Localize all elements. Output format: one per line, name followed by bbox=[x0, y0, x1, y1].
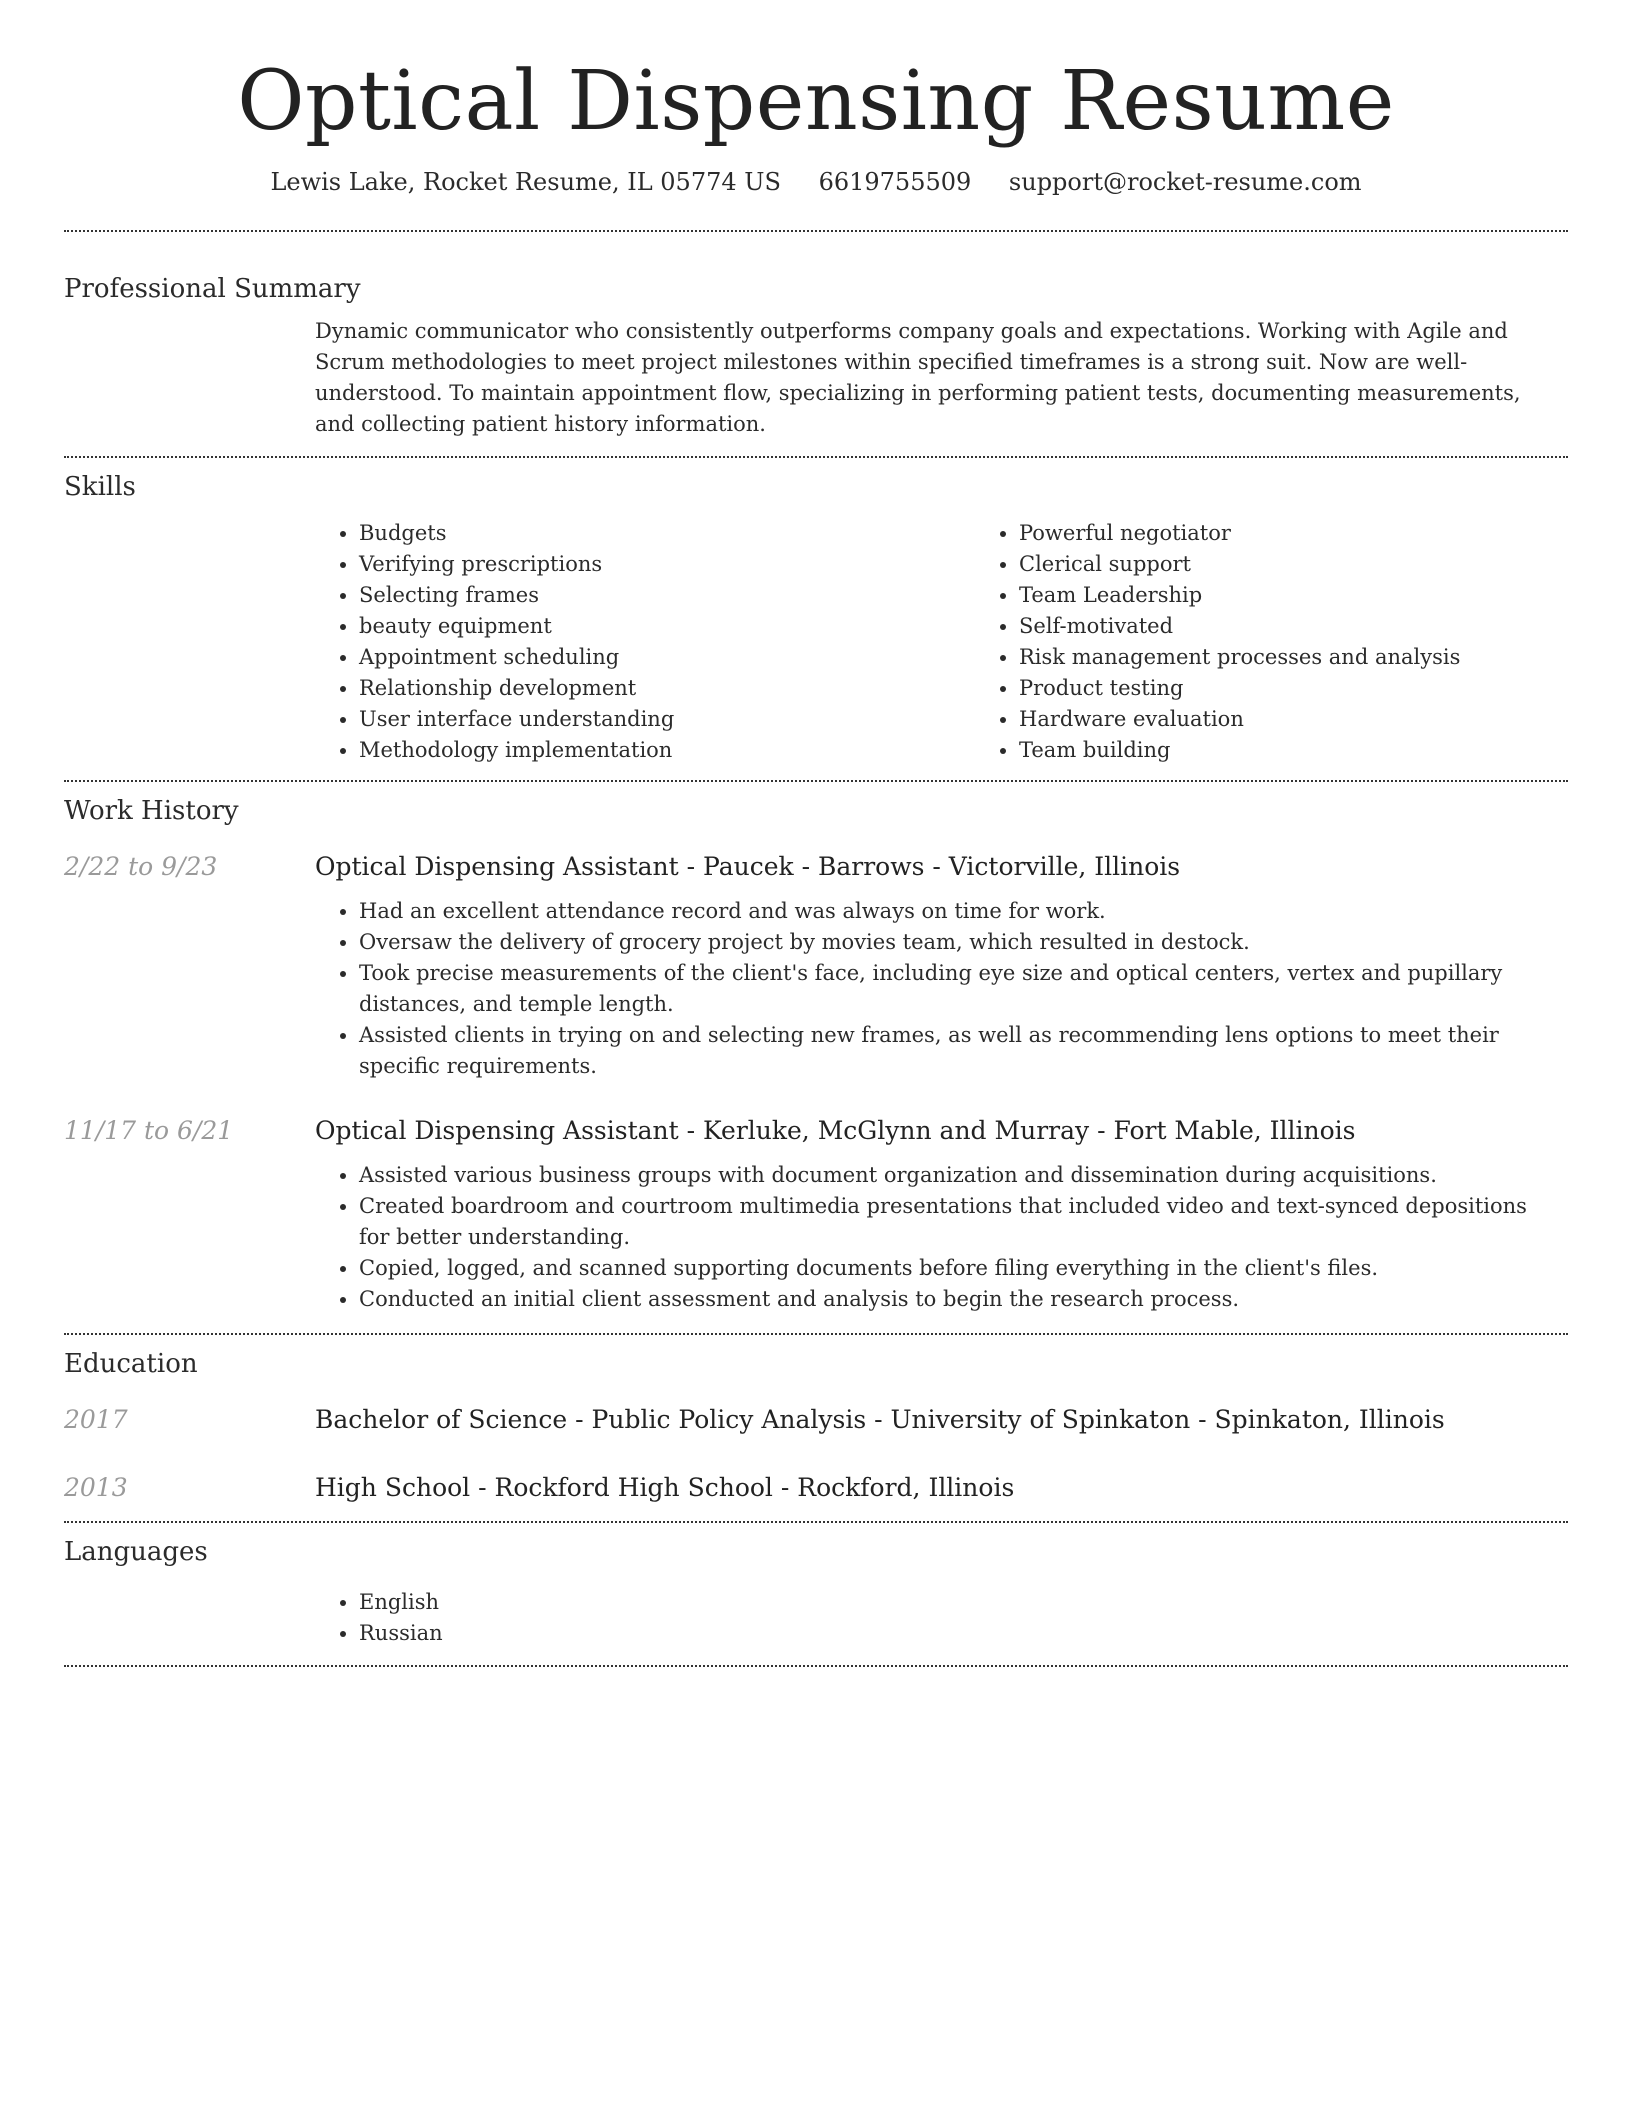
job-bullet: • Took precise measurements of the client's face, including eye size and optical centers, vertex and pupillary distances, and temple length. bbox=[359, 958, 1554, 1020]
job-bullets bbox=[315, 1160, 1554, 1315]
skill-item: • Powerful negotiator bbox=[1019, 518, 1554, 549]
education-entry bbox=[64, 1471, 1568, 1505]
section-divider bbox=[64, 230, 1568, 232]
job-dates: 11/17 to 6/21 bbox=[64, 1116, 234, 1145]
skill-item: • Relationship development bbox=[359, 673, 975, 704]
languages-list bbox=[315, 1587, 1554, 1649]
summary-text: Dynamic communicator who consistently outperforms company goals and expectations. Working with Agile and Scrum methodologies to meet project milestones within specified timeframes is a strong suit. Now are well-understood. To maintain appointment flow, specializing in performing patient tests, documenting measurements, and collecting patient history information. bbox=[315, 319, 1521, 436]
education-year: 2017 bbox=[64, 1405, 128, 1434]
education-year: 2013 bbox=[64, 1473, 128, 1502]
job-bullet: • Assisted various business groups with document organization and dissemination during acquisitions. bbox=[359, 1160, 1554, 1191]
summary-heading: Professional Summary bbox=[64, 274, 361, 304]
education-heading: Education bbox=[64, 1349, 198, 1379]
skill-item: • Clerical support bbox=[1019, 549, 1554, 580]
work-heading: Work History bbox=[64, 796, 239, 826]
language-item: • English bbox=[359, 1587, 1554, 1618]
education-entry bbox=[64, 1403, 1568, 1437]
languages-heading: Languages bbox=[64, 1537, 208, 1567]
skills-list bbox=[315, 518, 1568, 766]
summary-row bbox=[64, 316, 1568, 440]
job-bullet: • Created boardroom and courtroom multimedia presentations that included video and text-synced depositions for better understanding. bbox=[359, 1191, 1554, 1253]
job-bullet: • Conducted an initial client assessment and analysis to begin the research process. bbox=[359, 1284, 1554, 1315]
skill-item: • Risk management processes and analysis bbox=[1019, 642, 1554, 673]
skill-item: • User interface understanding bbox=[359, 704, 975, 735]
contact-line bbox=[64, 166, 1568, 198]
section-divider bbox=[64, 1333, 1568, 1335]
section-divider bbox=[64, 780, 1568, 782]
job-dates: 2/22 to 9/23 bbox=[64, 852, 218, 881]
skill-item: • beauty equipment bbox=[359, 611, 975, 642]
languages-row bbox=[64, 1587, 1568, 1649]
section-divider bbox=[64, 1665, 1568, 1667]
job-title: Optical Dispensing Assistant - Kerluke, McGlynn and Murray - Fort Mable, Illinois bbox=[315, 1116, 1356, 1145]
skills-heading: Skills bbox=[64, 472, 136, 502]
education-line: High School - Rockford High School - Rockford, Illinois bbox=[315, 1473, 1015, 1502]
skill-item: • Product testing bbox=[1019, 673, 1554, 704]
skill-item: • Methodology implementation bbox=[359, 735, 975, 766]
contact-phone: 6619755509 bbox=[818, 168, 972, 196]
section-divider bbox=[64, 456, 1568, 458]
resume-page bbox=[64, 0, 1568, 1667]
job-bullet: • Copied, logged, and scanned supporting documents before filing everything in the client's files. bbox=[359, 1253, 1554, 1284]
skills-row bbox=[64, 518, 1568, 766]
job-bullet: • Had an excellent attendance record and was always on time for work. bbox=[359, 896, 1554, 927]
job-title: Optical Dispensing Assistant - Paucek - Barrows - Victorville, Illinois bbox=[315, 852, 1181, 881]
language-item: • Russian bbox=[359, 1618, 1554, 1649]
job-bullets bbox=[315, 896, 1554, 1082]
skill-item: • Verifying prescriptions bbox=[359, 549, 975, 580]
skill-item: • Self-motivated bbox=[1019, 611, 1554, 642]
job-bullet: • Assisted clients in trying on and selecting new frames, as well as recommending lens options to meet their specific requirements. bbox=[359, 1020, 1554, 1082]
skill-item: • Team Leadership bbox=[1019, 580, 1554, 611]
skill-item: • Budgets bbox=[359, 518, 975, 549]
skills-column-right bbox=[975, 518, 1554, 766]
skill-item: • Team building bbox=[1019, 735, 1554, 766]
job-entry bbox=[64, 1114, 1568, 1315]
skills-column-left bbox=[315, 518, 975, 766]
section-divider bbox=[64, 1521, 1568, 1523]
skill-item: • Hardware evaluation bbox=[1019, 704, 1554, 735]
skill-item: • Selecting frames bbox=[359, 580, 975, 611]
skill-item: • Appointment scheduling bbox=[359, 642, 975, 673]
education-line: Bachelor of Science - Public Policy Analysis - University of Spinkaton - Spinkaton, Illinois bbox=[315, 1405, 1445, 1434]
job-entry bbox=[64, 850, 1568, 1082]
resume-title: Optical Dispensing Resume bbox=[237, 54, 1395, 149]
contact-address: Lewis Lake, Rocket Resume, IL 05774 US bbox=[270, 168, 781, 196]
job-bullet: • Oversaw the delivery of grocery project by movies team, which resulted in destock. bbox=[359, 927, 1554, 958]
contact-email: support@rocket-resume.com bbox=[1008, 168, 1362, 196]
